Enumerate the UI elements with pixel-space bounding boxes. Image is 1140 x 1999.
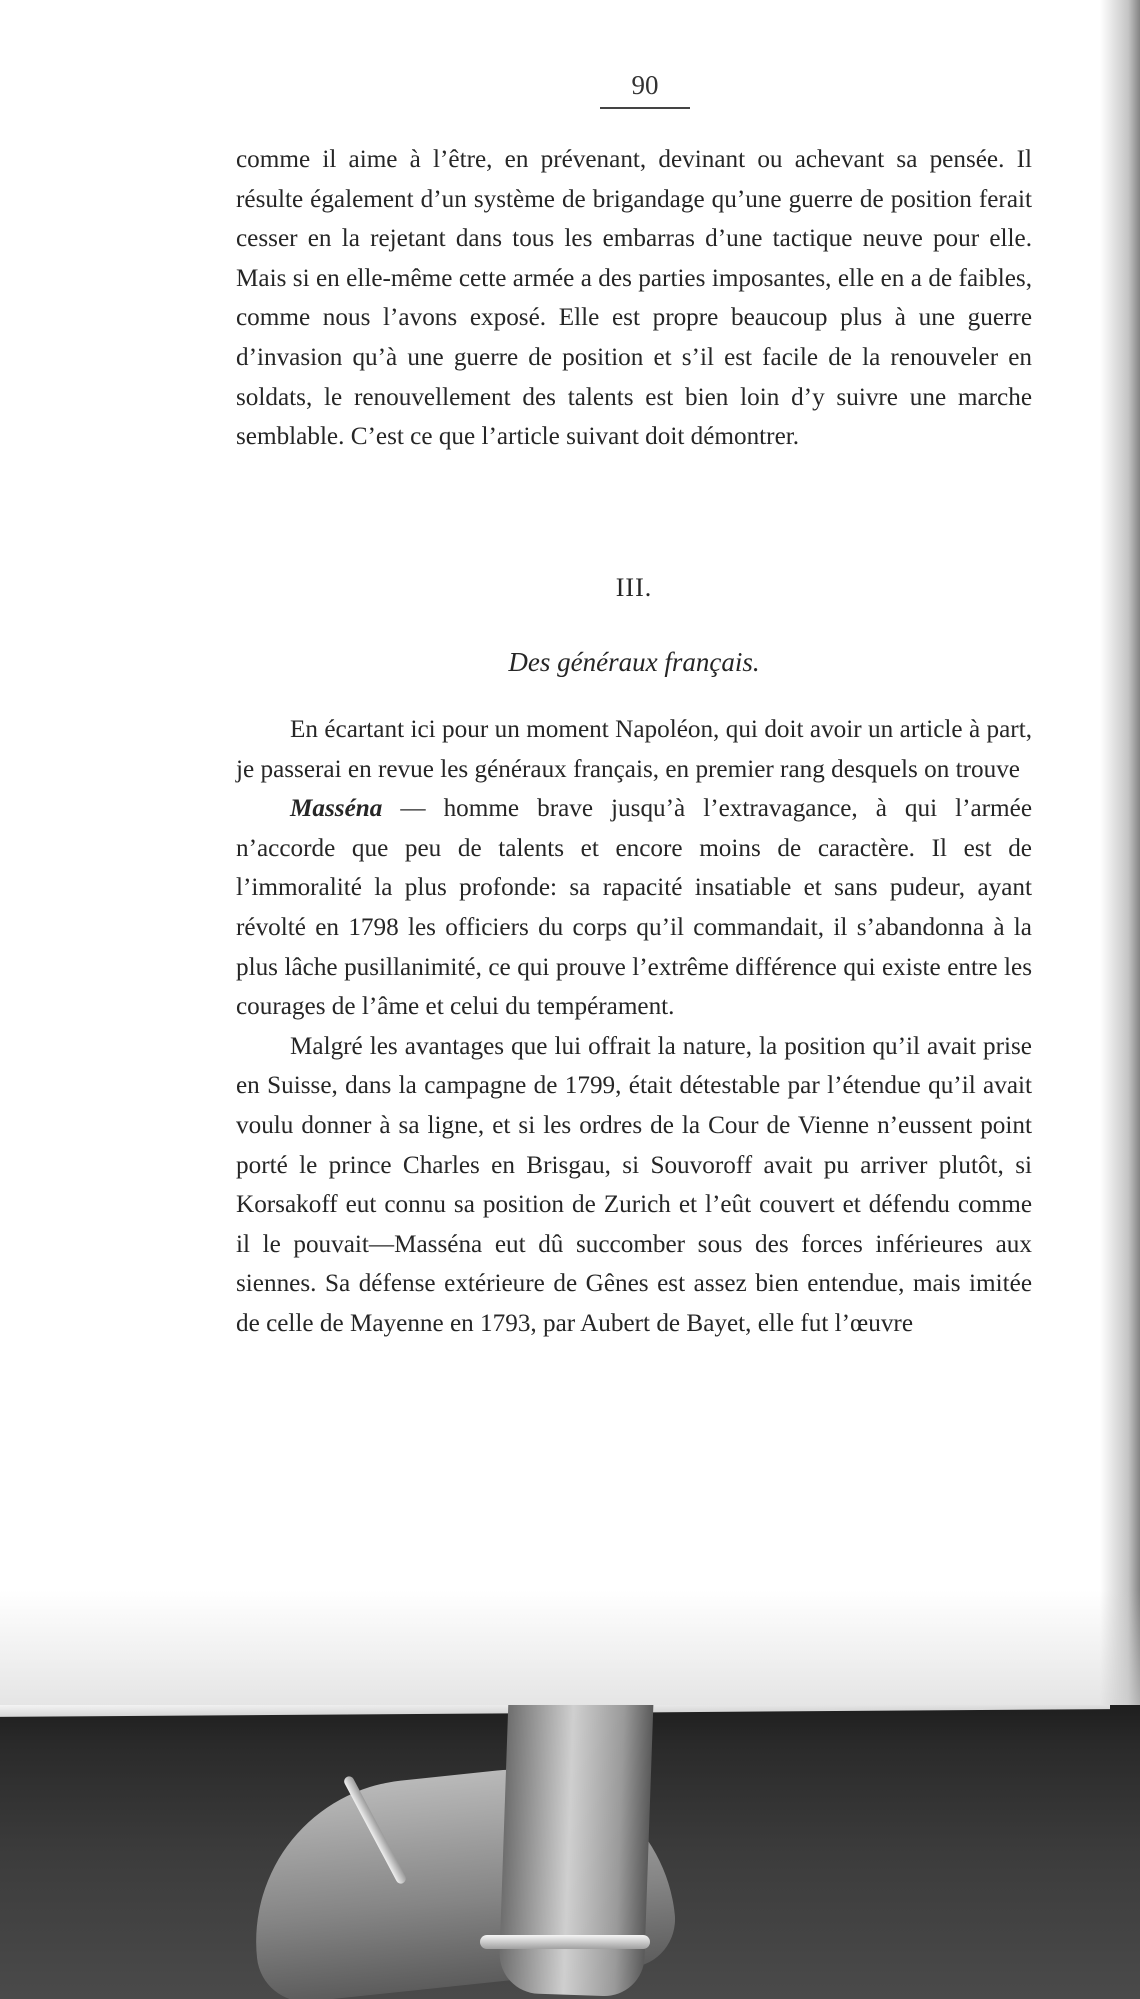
section-title: Des généraux français. [508, 647, 760, 677]
massena-paragraph [236, 789, 1032, 1027]
page-number-rule [600, 107, 690, 109]
paragraph: comme il aime à l’être, en prévenant, devinant ou achevant sa pensée. Il résulte également d’un système de brigandage qu’une guerre de position ferait cesser en la rejetant dans tous les embarras d’une tactique neuve pour elle. Mais si en elle-même cette armée a des parties imposantes, elle en a de faibles, comme nous l’avons exposé. Elle est propre beaucoup plus à une guerre d’invasion qu’à une guerre de position et s’il est facile de la renouveler en soldats, le renouvellement des talents est bien loin d’y suivre une marche semblable. C’est ce que l’article suivant doit démontrer. [236, 146, 1032, 451]
continued-paragraph [236, 140, 1032, 457]
section-body [236, 710, 1032, 1344]
intro-paragraph: En écartant ici pour un moment Napoléon, qui doit avoir un article à part, je passerai en revue les généraux français, en premier rang desquels on trouve [236, 716, 1032, 783]
page-bottom-shadow [0, 1590, 1140, 1710]
section-number: III. [615, 573, 653, 602]
massena-name: Masséna [290, 795, 383, 823]
page-number: 90 [631, 70, 659, 100]
campaign-paragraph: Malgré les avantages que lui offrait la nature, la position qu’il avait prise en Suisse, dans la campagne de 1799, était détestable par l’étendue qu’il avait voulu donner à sa ligne, et si les ordres de la Cour de Vienne n’eussent point porté le prince Charles en Brisgau, si Souvoroff avait pu arriver plutôt, si Korsakoff eut connu sa position de Zurich et l’eût couvert et défendu comme il le pouvait—Masséna eut dû succomber sous des forces inférieures aux siennes. Sa défense extérieure de Gênes est assez bien entendue, mais imitée de celle de Mayenne en 1793, par Aubert de Bayet, elle fut l’œuvre [236, 1032, 1032, 1337]
massena-text: — homme brave jusqu’à l’extravagance, à qui l’armée n’accorde que peu de talents et encore moins de caractère. Il est de l’immoralité la plus profonde: sa rapacité insatiable et sans pudeur, ayant révolté en 1798 les officiers du corps qu’il commandait, il s’abandonna à la plus lâche pusillanimité, ce qui prouve l’extrême différence qui existe entre les courages de l’âme et celui du tempérament. [236, 795, 1032, 1021]
thumb-image [498, 1705, 657, 1997]
scan-background-hand [0, 1705, 1140, 1999]
ring-band [480, 1935, 650, 1949]
